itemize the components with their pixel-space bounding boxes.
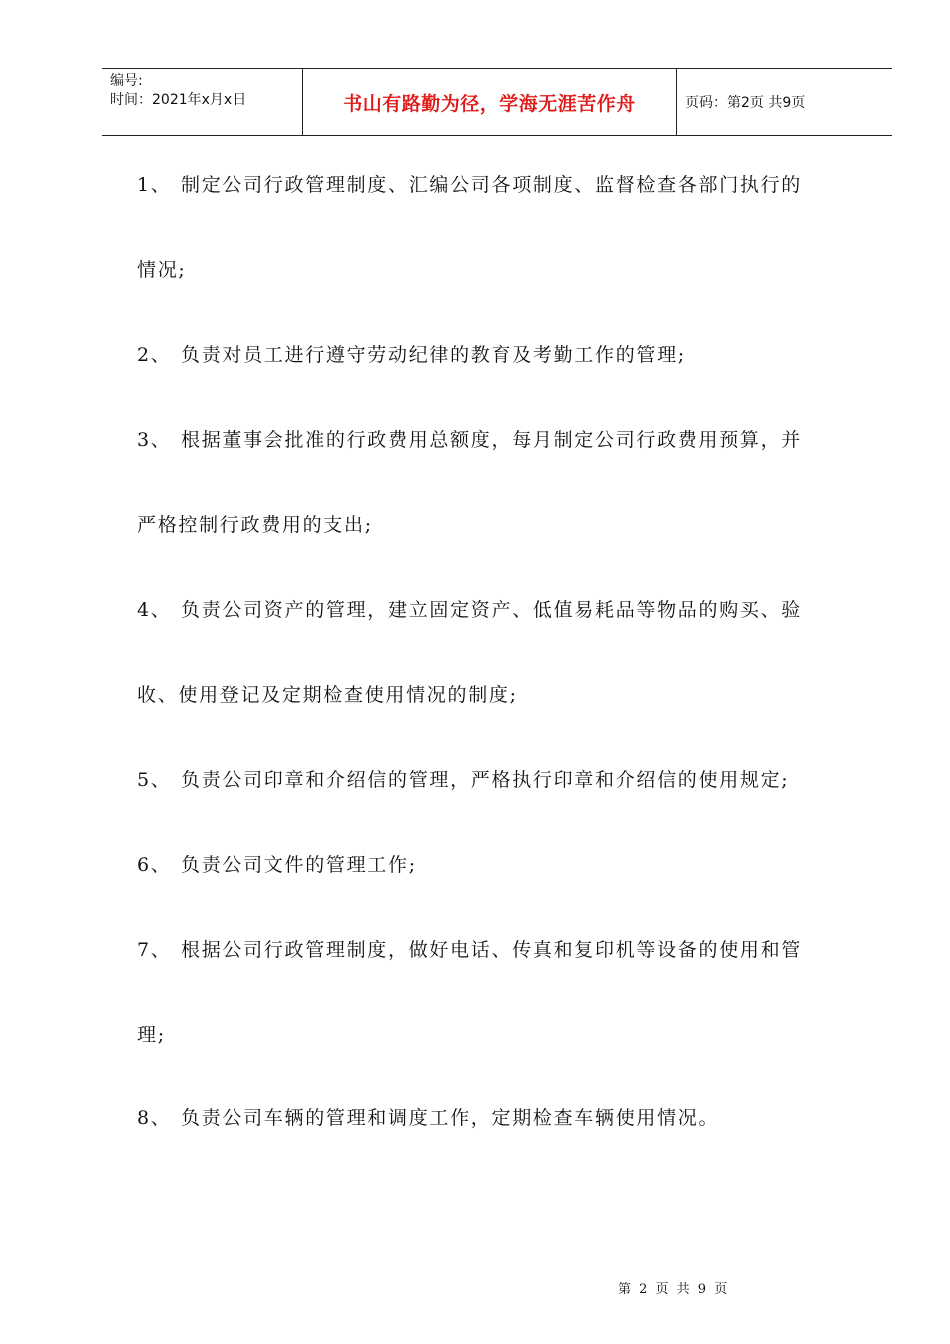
page-header (102, 68, 892, 136)
item-text: 负责对员工进行遵守劳动纪律的教育及考勤工作的管理; (181, 344, 686, 366)
header-motto: 书山有路勤为径，学海无涯苦作舟 (343, 92, 636, 115)
item-text: 负责公司资产的管理，建立固定资产、低值易耗品等物品的购买、验 (181, 599, 803, 621)
item-text: 负责公司印章和介绍信的管理，严格执行印章和介绍信的使用规定; (181, 769, 790, 791)
list-item-continuation (137, 680, 518, 710)
header-meta-cell (102, 69, 303, 135)
header-page-code: 页码：第2页 共9页 (685, 95, 806, 111)
item-number: 3、 (137, 429, 172, 451)
list-item-continuation (137, 510, 373, 540)
item-number: 2、 (137, 344, 172, 366)
header-motto-cell (303, 69, 677, 135)
item-number: 1、 (137, 174, 172, 196)
item-number: 4、 (137, 599, 172, 621)
list-item (137, 1103, 719, 1133)
list-item-continuation (137, 1020, 166, 1050)
item-text: 根据公司行政管理制度，做好电话、传真和复印机等设备的使用和管 (181, 939, 803, 961)
list-item-continuation (137, 255, 187, 285)
footer-page-number: 第 2 页 共 9 页 (618, 1282, 730, 1297)
page-footer (618, 1278, 729, 1297)
list-item (137, 595, 802, 625)
list-item (137, 850, 417, 880)
list-item (137, 765, 789, 795)
item-number: 7、 (137, 939, 172, 961)
item-text: 制定公司行政管理制度、汇编公司各项制度、监督检查各部门执行的 (181, 174, 803, 196)
header-page-cell (677, 69, 892, 135)
list-item (137, 340, 686, 370)
item-text: 情况; (137, 259, 187, 281)
item-number: 6、 (137, 854, 172, 876)
list-item (137, 170, 802, 200)
item-text: 收、使用登记及定期检查使用情况的制度; (137, 684, 518, 706)
list-item (137, 425, 802, 455)
item-text: 严格控制行政费用的支出; (137, 514, 373, 536)
item-text: 负责公司车辆的管理和调度工作，定期检查车辆使用情况。 (181, 1107, 720, 1129)
item-text: 负责公司文件的管理工作; (181, 854, 417, 876)
item-number: 5、 (137, 769, 172, 791)
item-text: 理; (137, 1024, 166, 1046)
item-text: 根据董事会批准的行政费用总额度，每月制定公司行政费用预算，并 (181, 429, 803, 451)
list-item (137, 935, 802, 965)
item-number: 8、 (137, 1107, 172, 1129)
serial-number-label: 编号: (110, 73, 143, 89)
time-label: 时间：2021年x月x日 (110, 92, 247, 108)
